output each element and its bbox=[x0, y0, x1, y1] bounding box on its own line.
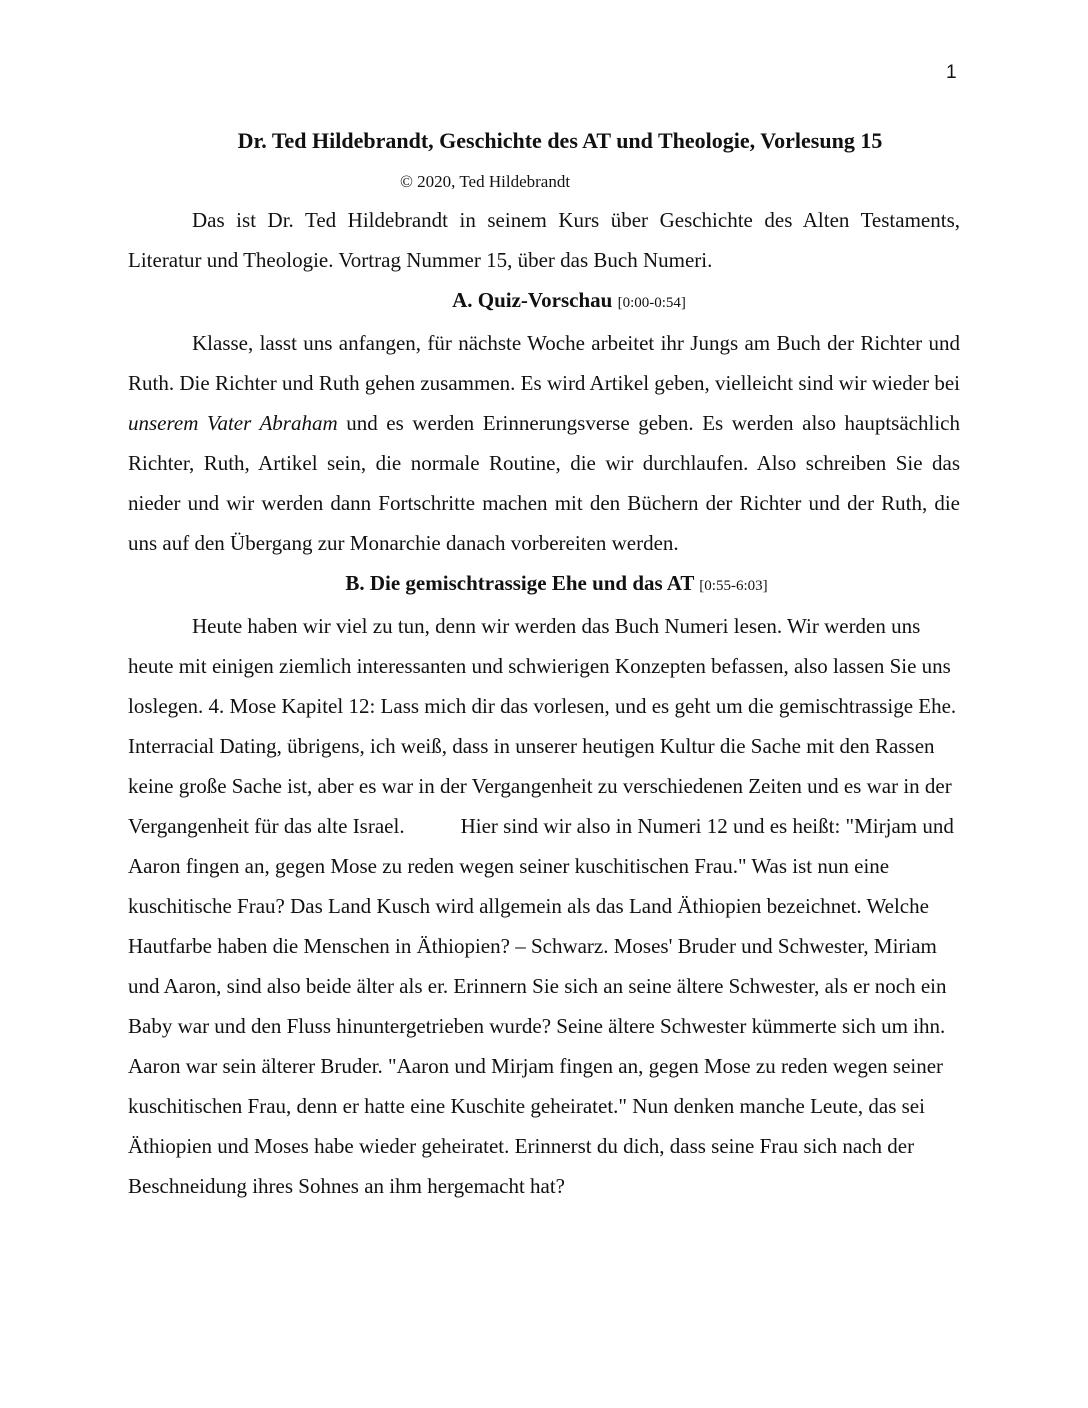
section-b-text-1: Heute haben wir viel zu tun, denn wir werden das Buch Numeri lesen. Wir werden uns heute mit einigen ziemlich interessanten und schwierigen Konzepten befassen, also lassen Sie uns loslegen. 4. Mose Kapitel 12: Lass mich dir das vorlesen, und es geht um die gemischtrassige Ehe. Interracial Dating, übrigens, ich weiß, dass in unserer heutigen Kultur die Sache mit den Rassen keine große Sache ist, aber es war in der Vergangenheit zu verschiedenen Zeiten und es war in der Vergangenheit für das alte Israel. bbox=[128, 614, 957, 838]
section-a-italic-text: unserem Vater Abraham bbox=[128, 411, 338, 435]
section-b-timestamp: [0:55-6:03] bbox=[699, 578, 768, 594]
section-a-text-2: und es werden Erinnerungsverse geben. Es werden also hauptsächlich Richter, Ruth, Artikel sein, die normale Routine, die wir durchlaufen. Also schreiben Sie das nieder und wir werden dann Fortschritte machen mit den Büchern der Richter und der Ruth, die uns auf den Übergang zur Monarchie danach vorbereiten werden. bbox=[128, 411, 960, 555]
intro-paragraph: Das ist Dr. Ted Hildebrandt in seinem Kurs über Geschichte des Alten Testaments, Literatur und Theologie. Vortrag Nummer 15, über das Buch Numeri. bbox=[128, 208, 960, 272]
section-b-heading-text: B. Die gemischtrassige Ehe und das AT bbox=[345, 571, 695, 595]
section-a-timestamp: [0:00-0:54] bbox=[617, 295, 686, 311]
section-a-text-1: Klasse, lasst uns anfangen, für nächste Woche arbeitet ihr Jungs am Buch der Richter und Ruth. Die Richter und Ruth gehen zusammen. Es wird Artikel geben, vielleicht sind wir wieder bei bbox=[128, 331, 960, 395]
section-a-heading bbox=[128, 280, 960, 323]
copyright-line: © 2020, Ted Hildebrandt bbox=[400, 172, 571, 191]
document-title: Dr. Ted Hildebrandt, Geschichte des AT und Theologie, Vorlesung 15 bbox=[237, 128, 883, 153]
document-body bbox=[128, 200, 960, 1206]
section-b-heading bbox=[128, 563, 960, 606]
section-b-text-2: Hier sind wir also in Numeri 12 und es heißt: "Mirjam und Aaron fingen an, gegen Mose zu reden wegen seiner kuschitischen Frau." Was ist nun eine kuschitische Frau? Das Land Kusch wird allgemein als das Land Äthiopien bezeichnet. Welche Hautfarbe haben die Menschen in Äthiopien? – Schwarz. Moses' Bruder und Schwester, Miriam und Aaron, sind also beide älter als er. Erinnern Sie sich an seine ältere Schwester, als er noch ein Baby war und den Fluss hinuntergetrieben wurde? Seine ältere Schwester kümmerte sich um ihn. Aaron war sein älterer Bruder. "Aaron und Mirjam fingen an, gegen Mose zu reden wegen seiner kuschitischen Frau, denn er hatte eine Kuschite geheiratet." Nun denken manche Leute, das sei Äthiopien und Moses habe wieder geheiratet. Erinnerst du dich, dass seine Frau sich nach der Beschneidung ihres Sohnes an ihm hergemacht hat? bbox=[128, 814, 954, 1198]
section-b-paragraph bbox=[128, 606, 960, 1206]
section-a-heading-text: A. Quiz-Vorschau bbox=[452, 288, 613, 312]
page-number: 1 bbox=[946, 62, 957, 83]
section-a-paragraph bbox=[128, 323, 960, 563]
